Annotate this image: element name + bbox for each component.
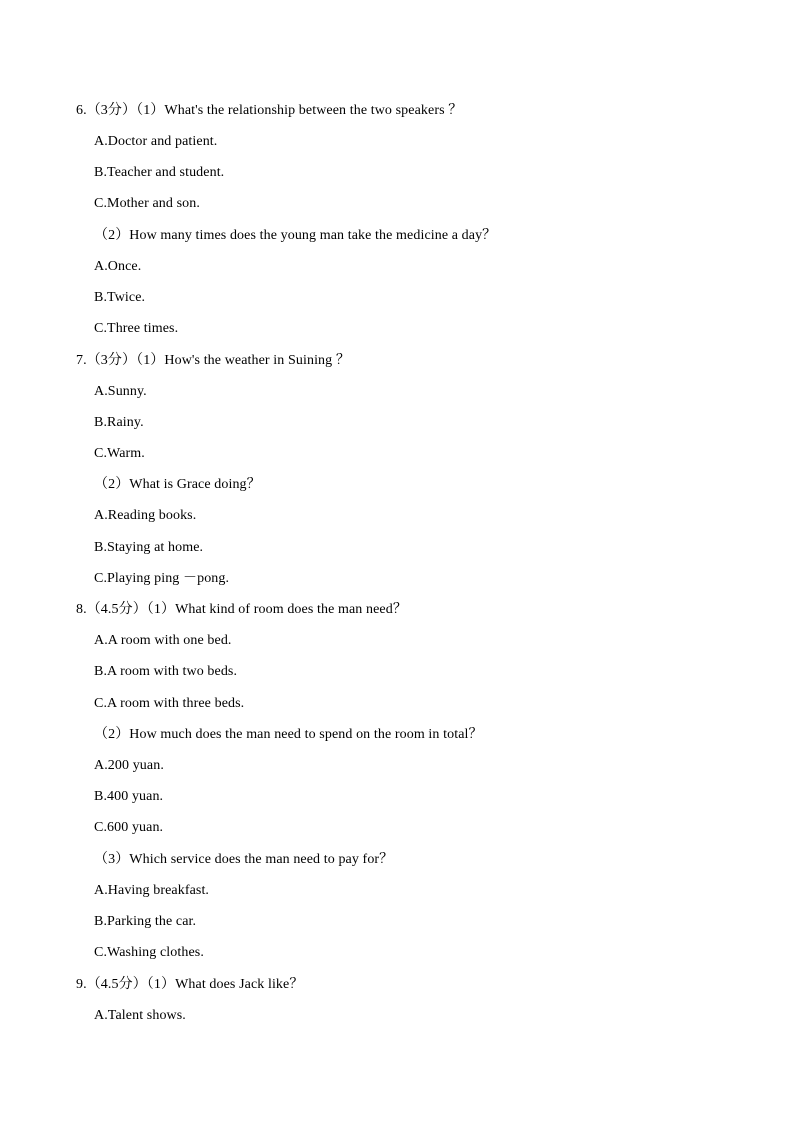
q8-1-option-c: C.A room with three beds. xyxy=(94,696,245,711)
question-8-heading: 8.（4.5分）（1）What kind of room does the man need？ xyxy=(76,602,407,617)
q8-3-option-a: A.Having breakfast. xyxy=(94,883,210,898)
q6-2-option-c: C.Three times. xyxy=(94,321,179,336)
question-8-part-3: （3）Which service does the man need to pay for？ xyxy=(94,852,394,867)
question-9-heading: 9.（4.5分）（1）What does Jack like？ xyxy=(76,977,304,992)
q7-1-option-a: A.Sunny. xyxy=(94,384,147,399)
question-6-heading: 6.（3分）（1）What's the relationship between the two speakers ？ xyxy=(76,103,463,118)
q7-2-option-b: B.Staying at home. xyxy=(94,540,204,555)
q8-1-option-a: A.A room with one bed. xyxy=(94,633,232,648)
q7-2-option-a: A.Reading books. xyxy=(94,508,197,523)
q8-3-option-c: C.Washing clothes. xyxy=(94,945,204,960)
q6-1-option-c: C.Mother and son. xyxy=(94,196,200,211)
q7-1-option-c: C.Warm. xyxy=(94,446,145,461)
q7-1-option-b: B.Rainy. xyxy=(94,415,144,430)
q6-1-option-a: A.Doctor and patient. xyxy=(94,134,218,149)
q8-1-option-b: B.A room with two beds. xyxy=(94,664,238,679)
q6-2-option-a: A.Once. xyxy=(94,259,142,274)
q8-2-option-b: B.400 yuan. xyxy=(94,789,164,804)
question-8-part-2: （2）How much does the man need to spend on the room in total？ xyxy=(94,727,483,742)
q8-2-option-a: A.200 yuan. xyxy=(94,758,164,773)
q8-2-option-c: C.600 yuan. xyxy=(94,820,164,835)
q7-2-option-c: C.Playing ping －pong. xyxy=(94,571,230,586)
question-7-heading: 7.（3分）（1）How's the weather in Suining ？ xyxy=(76,353,350,368)
q6-2-option-b: B.Twice. xyxy=(94,290,146,305)
q8-3-option-b: B.Parking the car. xyxy=(94,914,197,929)
question-7-part-2: （2）What is Grace doing？ xyxy=(94,477,261,492)
q9-1-option-a: A.Talent shows. xyxy=(94,1008,186,1023)
question-6-part-2: （2）How many times does the young man take the medicine a day？ xyxy=(94,228,497,243)
q6-1-option-b: B.Teacher and student. xyxy=(94,165,225,180)
